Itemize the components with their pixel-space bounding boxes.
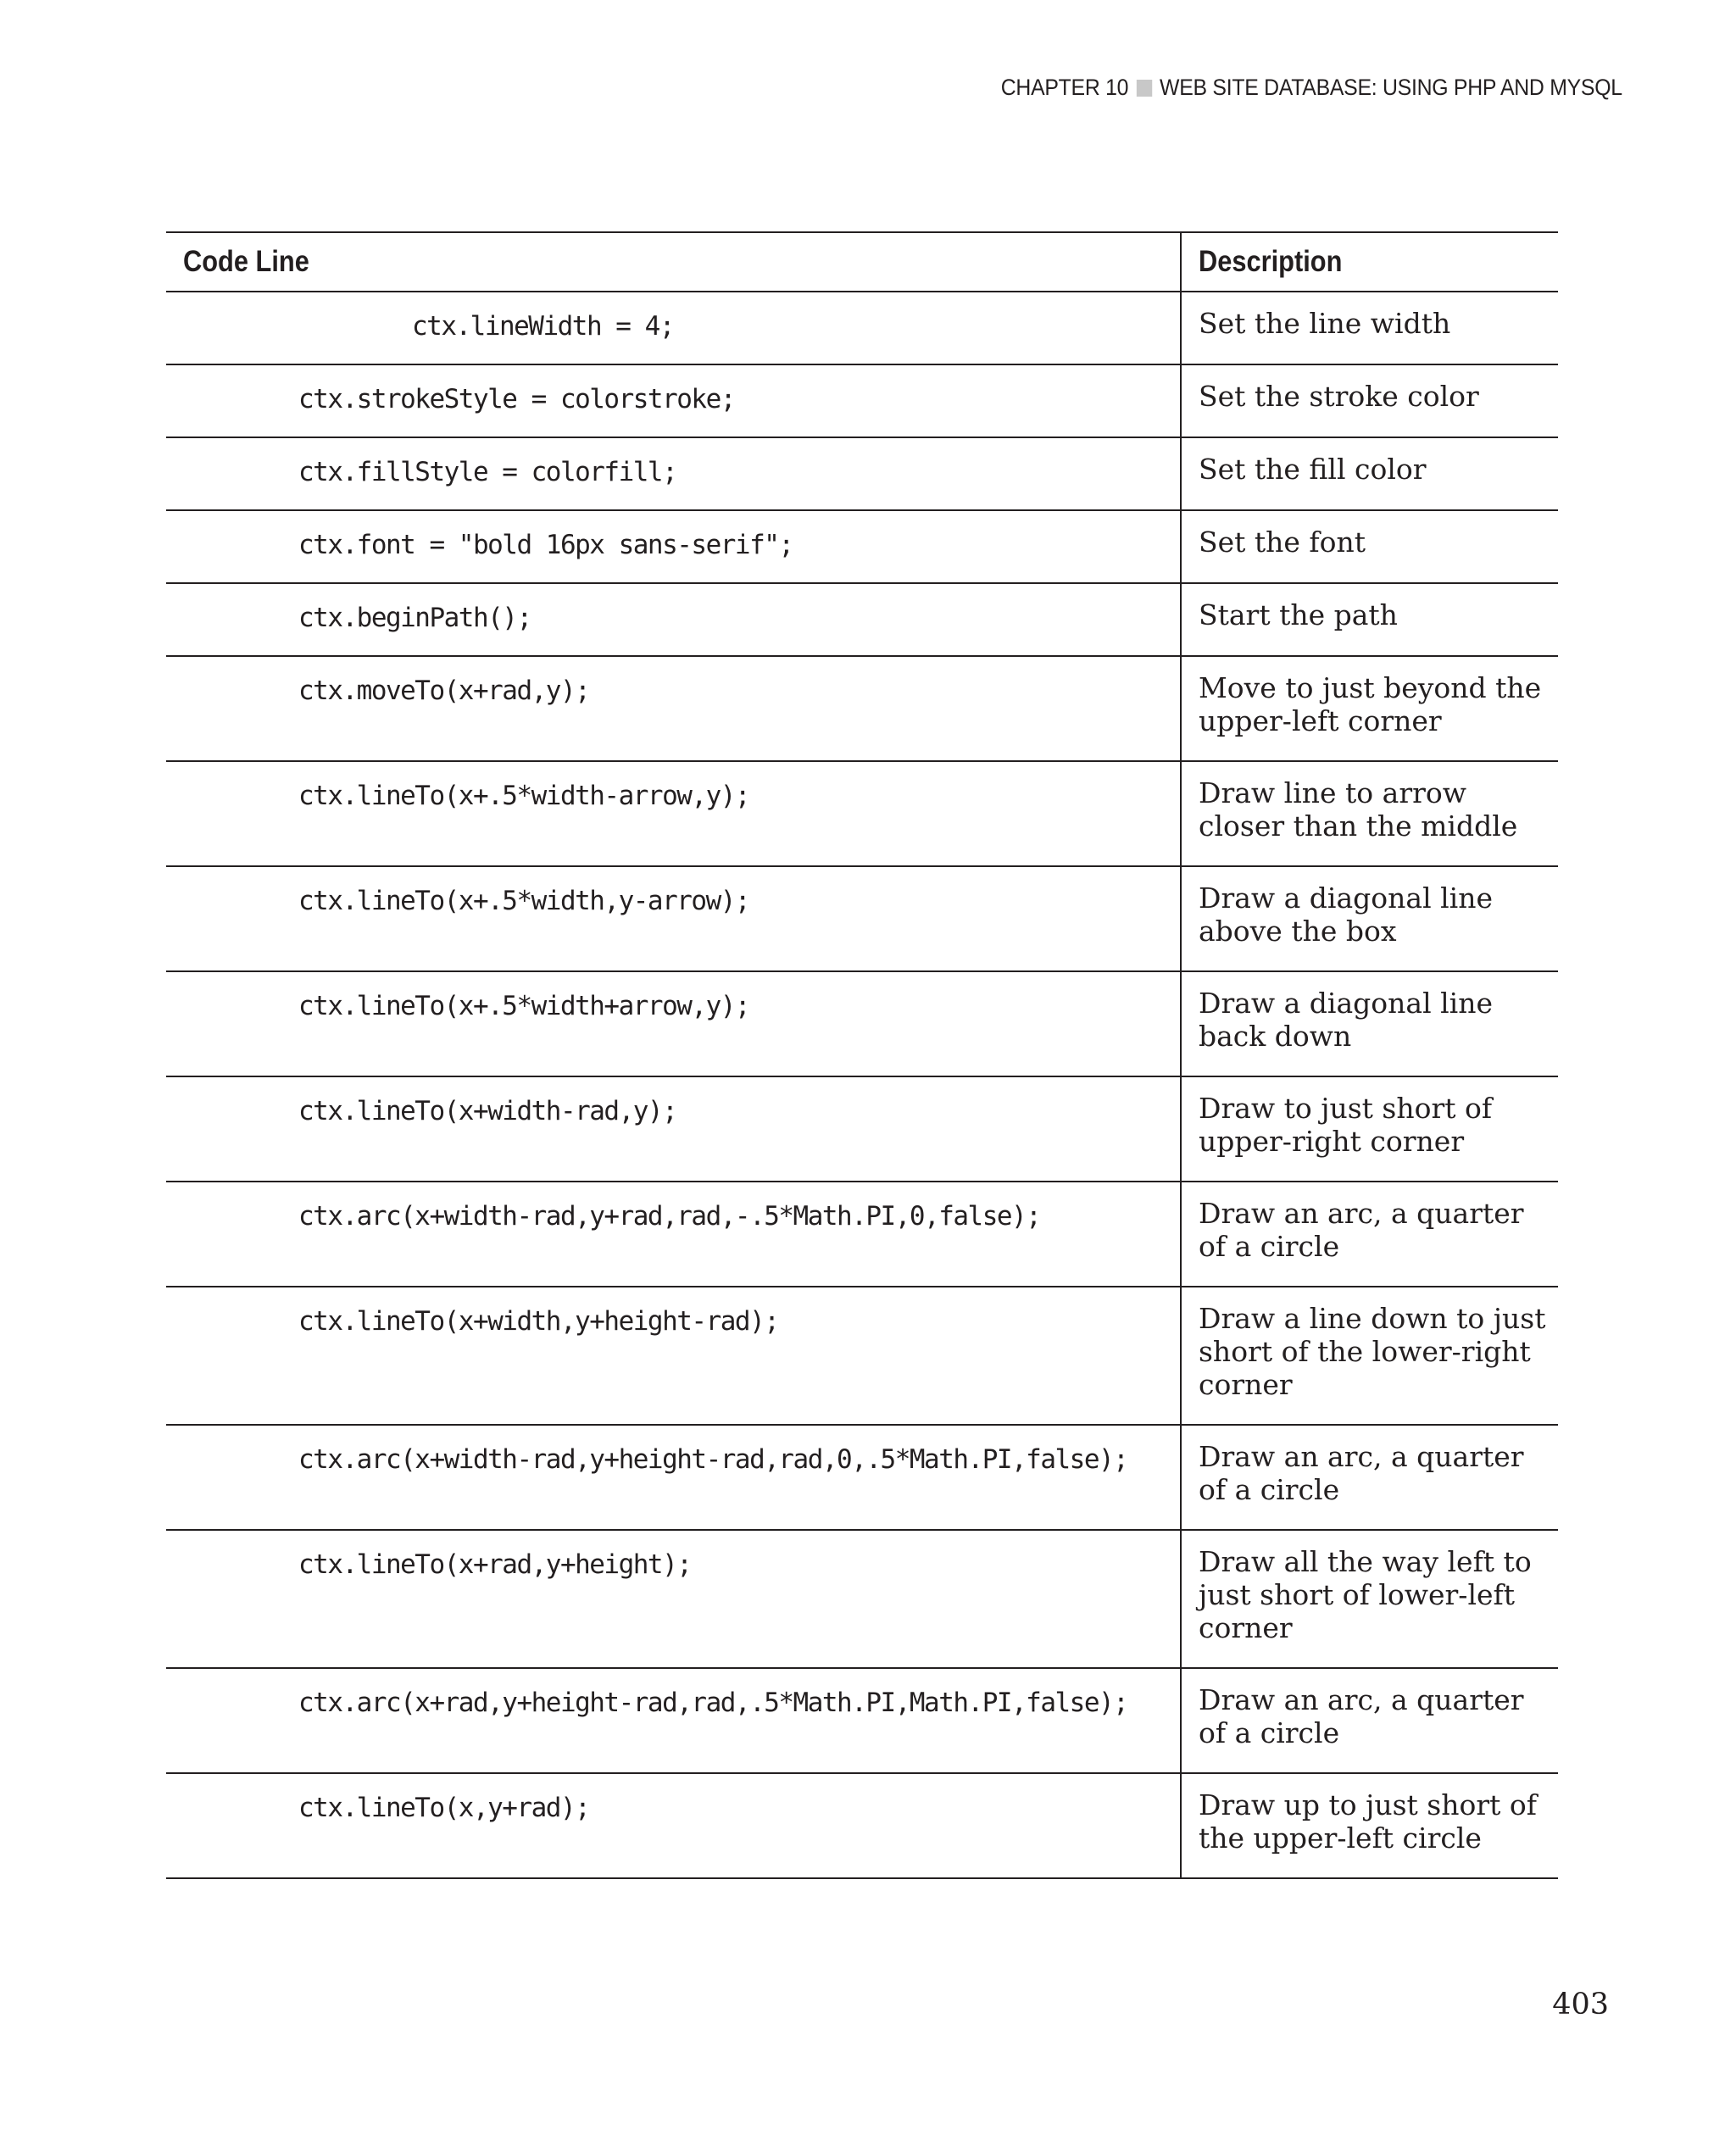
description-cell: Draw line to arrow closer than the middle [1181, 761, 1558, 866]
code-cell: ctx.lineTo(x+.5*width,y-arrow); [166, 866, 1181, 971]
table-row [166, 437, 1558, 510]
table-row [166, 1530, 1558, 1668]
table-header-row [166, 232, 1558, 292]
table-row [166, 1182, 1558, 1287]
description-cell: Draw an arc, a quarter of a circle [1181, 1668, 1558, 1773]
table-row [166, 510, 1558, 583]
description-cell: Draw an arc, a quarter of a circle [1181, 1182, 1558, 1287]
description-cell: Set the stroke color [1181, 364, 1558, 437]
description-cell: Set the fill color [1181, 437, 1558, 510]
table-row [166, 583, 1558, 656]
description-cell: Draw all the way left to just short of lower-left corner [1181, 1530, 1558, 1668]
code-cell: ctx.lineWidth = 4; [166, 292, 1181, 364]
code-cell: ctx.lineTo(x+.5*width+arrow,y); [166, 971, 1181, 1076]
separator-square-icon [1137, 80, 1152, 97]
table-row [166, 1668, 1558, 1773]
section-title: WEB SITE DATABASE: USING PHP AND MYSQL [1160, 75, 1622, 100]
table-row [166, 364, 1558, 437]
column-header-description: Description [1181, 232, 1558, 292]
table-row [166, 1773, 1558, 1878]
page-number: 403 [1552, 1988, 1609, 2021]
description-cell: Move to just beyond the upper-left corner [1181, 656, 1558, 761]
description-cell: Draw a diagonal line above the box [1181, 866, 1558, 971]
description-cell: Set the font [1181, 510, 1558, 583]
column-header-code: Code Line [166, 232, 1181, 292]
table-row [166, 1076, 1558, 1182]
description-cell: Draw up to just short of the upper-left circle [1181, 1773, 1558, 1878]
code-cell: ctx.lineTo(x+rad,y+height); [166, 1530, 1181, 1668]
description-cell: Draw a line down to just short of the lower-right corner [1181, 1287, 1558, 1425]
table-row [166, 971, 1558, 1076]
code-cell: ctx.strokeStyle = colorstroke; [166, 364, 1181, 437]
code-cell: ctx.lineTo(x,y+rad); [166, 1773, 1181, 1878]
code-description-table [166, 231, 1558, 1879]
description-cell: Draw to just short of upper-right corner [1181, 1076, 1558, 1182]
running-head [1001, 75, 1622, 101]
code-cell: ctx.moveTo(x+rad,y); [166, 656, 1181, 761]
table-row [166, 866, 1558, 971]
code-cell: ctx.lineTo(x+width-rad,y); [166, 1076, 1181, 1182]
code-cell: ctx.arc(x+rad,y+height-rad,rad,.5*Math.PI,Math.PI,false); [166, 1668, 1181, 1773]
table-row [166, 1287, 1558, 1425]
table-row [166, 1425, 1558, 1530]
code-cell: ctx.fillStyle = colorfill; [166, 437, 1181, 510]
description-cell: Draw an arc, a quarter of a circle [1181, 1425, 1558, 1530]
code-cell: ctx.font = "bold 16px sans-serif"; [166, 510, 1181, 583]
description-cell: Draw a diagonal line back down [1181, 971, 1558, 1076]
code-cell: ctx.lineTo(x+width,y+height-rad); [166, 1287, 1181, 1425]
code-cell: ctx.arc(x+width-rad,y+rad,rad,-.5*Math.PI,0,false); [166, 1182, 1181, 1287]
description-cell: Start the path [1181, 583, 1558, 656]
table-row [166, 656, 1558, 761]
code-cell: ctx.arc(x+width-rad,y+height-rad,rad,0,.5*Math.PI,false); [166, 1425, 1181, 1530]
code-cell: ctx.lineTo(x+.5*width-arrow,y); [166, 761, 1181, 866]
table-row [166, 292, 1558, 364]
table-row [166, 761, 1558, 866]
description-cell: Set the line width [1181, 292, 1558, 364]
code-cell: ctx.beginPath(); [166, 583, 1181, 656]
chapter-label: CHAPTER 10 [1000, 75, 1129, 100]
